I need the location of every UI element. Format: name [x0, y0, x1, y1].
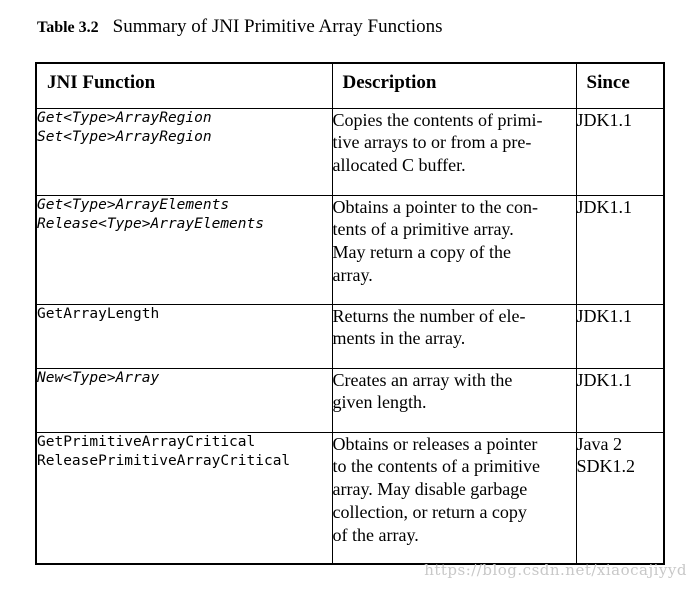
- function-name: Release<Type>ArrayElements: [37, 215, 264, 232]
- description-line: tents of a primitive array.: [332, 219, 514, 240]
- function-cell: [36, 304, 332, 368]
- since-version: Java 2: [576, 433, 622, 454]
- table-row: [36, 195, 664, 304]
- function-name: New<Type>Array: [37, 369, 160, 386]
- since-version: SDK1.2: [576, 456, 636, 477]
- table-row: [36, 432, 664, 564]
- description-line: of the array.: [332, 524, 419, 545]
- header-since: Since: [576, 63, 664, 108]
- header-function: JNI Function: [36, 63, 332, 108]
- description-line: to the contents of a primitive: [332, 456, 540, 477]
- watermark-url: https://blog.csdn.net/xiaocajiyyd: [424, 561, 687, 579]
- function-cell: [36, 432, 332, 564]
- description-line: Returns the number of ele-: [332, 305, 526, 326]
- since-cell: [576, 432, 664, 564]
- description-line: tive arrays to or from a pre-: [332, 132, 532, 153]
- table-row: [36, 304, 664, 368]
- description-cell: [332, 195, 576, 304]
- since-cell: [576, 195, 664, 304]
- function-name: Get<Type>ArrayElements: [37, 196, 230, 213]
- description-line: Copies the contents of primi-: [332, 109, 543, 130]
- description-line: May return a copy of the: [332, 242, 511, 263]
- since-cell: [576, 108, 664, 195]
- function-cell: [36, 368, 332, 432]
- header-description: Description: [332, 63, 576, 108]
- description-line: Obtains or releases a pointer: [332, 433, 538, 454]
- description-cell: [332, 304, 576, 368]
- jni-functions-table: [35, 62, 665, 565]
- function-name: Set<Type>ArrayRegion: [37, 128, 212, 145]
- function-name: GetPrimitiveArrayCritical: [37, 433, 256, 450]
- description-cell: [332, 368, 576, 432]
- function-cell: [36, 108, 332, 195]
- since-cell: [576, 304, 664, 368]
- description-line: Creates an array with the: [332, 369, 513, 390]
- table-caption: [37, 16, 443, 38]
- description-line: Obtains a pointer to the con-: [332, 196, 538, 217]
- description-line: collection, or return a copy: [332, 501, 527, 522]
- table-number: Table 3.2: [37, 19, 99, 36]
- description-cell: [332, 108, 576, 195]
- table-title: Summary of JNI Primitive Array Functions: [112, 16, 443, 37]
- function-name: GetArrayLength: [37, 305, 160, 322]
- description-line: array.: [332, 264, 373, 285]
- function-cell: [36, 195, 332, 304]
- since-version: JDK1.1: [576, 305, 633, 326]
- description-cell: [332, 432, 576, 564]
- header-row: [36, 63, 664, 108]
- description-line: allocated C buffer.: [332, 155, 466, 176]
- since-cell: [576, 368, 664, 432]
- since-version: JDK1.1: [576, 369, 633, 390]
- table-row: [36, 368, 664, 432]
- table-row: [36, 108, 664, 195]
- description-line: array. May disable garbage: [332, 479, 528, 500]
- function-name: Get<Type>ArrayRegion: [37, 109, 212, 126]
- since-version: JDK1.1: [576, 109, 633, 130]
- description-line: given length.: [332, 392, 427, 413]
- since-version: JDK1.1: [576, 196, 633, 217]
- function-name: ReleasePrimitiveArrayCritical: [37, 452, 291, 469]
- description-line: ments in the array.: [332, 328, 466, 349]
